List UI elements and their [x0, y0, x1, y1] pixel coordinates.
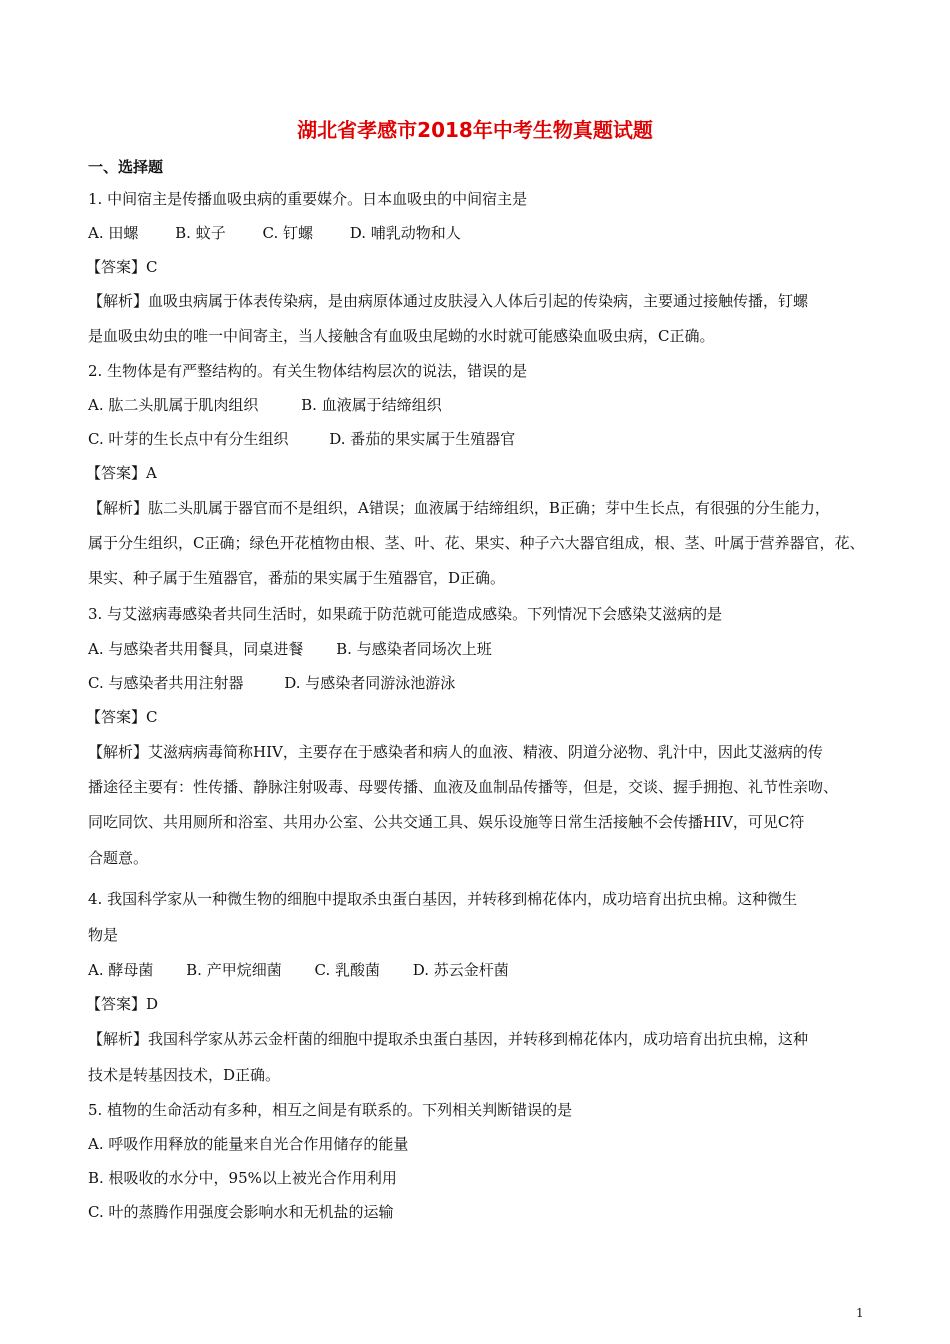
q4-explanation-line: 技术是转基因技术，D正确。 — [88, 1066, 281, 1084]
q4-option-c: C. 乳酸菌 — [314, 961, 380, 979]
q3-option-d: D. 与感染者同游泳池游泳 — [284, 674, 456, 692]
q2-answer: 【答案】A — [86, 464, 157, 482]
q4-explanation-line: 【解析】我国科学家从苏云金杆菌的细胞中提取杀虫蛋白基因，并转移到棉花体内，成功培育出抗虫棉，这种 — [88, 1030, 809, 1048]
q3-explanation-line: 播途径主要有：性传播、静脉注射吸毒、母婴传播、血液及血制品传播等，但是，交谈、握手拥抱、礼节性亲吻、 — [88, 778, 839, 796]
q4-stem-continued: 物是 — [88, 926, 119, 944]
q4-option-a: A. 酵母菌 — [88, 961, 154, 979]
q1-explanation-line: 【解析】血吸虫病属于体表传染病，是由病原体通过皮肤浸入人体后引起的传染病，主要通过接触传播，钉螺 — [88, 292, 809, 310]
page-title: 湖北省孝感市2018年中考生物真题试题 — [297, 118, 653, 142]
q3-stem: 3. 与艾滋病毒感染者共同生活时，如果疏于防范就可能造成感染。下列情况下会感染艾滋病的是 — [88, 605, 723, 623]
q3-option-c: C. 与感染者共用注射器 — [88, 674, 244, 692]
q2-explanation-line: 【解析】肱二头肌属于器官而不是组织，A错误；血液属于结缔组织，B正确；芽中生长点，有很强的分生能力， — [88, 499, 830, 517]
q2-option-d: D. 番茄的果实属于生殖器官 — [329, 430, 516, 448]
section-heading: 一、选择题 — [88, 158, 164, 176]
q2-option-c: C. 叶芽的生长点中有分生组织 — [88, 430, 289, 448]
q2-option-b: B. 血液属于结缔组织 — [301, 396, 442, 414]
q1-answer: 【答案】C — [86, 258, 158, 276]
q3-explanation-line: 同吃同饮、共用厕所和浴室、共用办公室、公共交通工具、娱乐设施等日常生活接触不会传播HIV，可见C符 — [88, 813, 805, 831]
q1-explanation-line: 是血吸虫幼虫的唯一中间寄主，当人接触含有血吸虫尾蚴的水时就可能感染血吸虫病，C正确。 — [88, 327, 715, 345]
q4-option-b: B. 产甲烷细菌 — [186, 961, 282, 979]
q4-options — [88, 959, 509, 980]
q1-options — [88, 222, 461, 243]
q2-option-a: A. 肱二头肌属于肌肉组织 — [88, 396, 259, 414]
q2-options-row — [88, 394, 442, 415]
q3-options-row — [88, 638, 492, 659]
q5-option-b: B. 根吸收的水分中，95%以上被光合作用利用 — [88, 1169, 397, 1187]
q1-stem: 1. 中间宿主是传播血吸虫病的重要媒介。日本血吸虫的中间宿主是 — [88, 190, 528, 208]
q2-stem: 2. 生物体是有严整结构的。有关生物体结构层次的说法，错误的是 — [88, 362, 528, 380]
q1-option-d: D. 哺乳动物和人 — [349, 224, 461, 242]
q4-option-d: D. 苏云金杆菌 — [412, 961, 509, 979]
q4-answer: 【答案】D — [86, 995, 159, 1013]
q2-explanation-line: 属于分生组织，C正确；绿色开花植物由根、茎、叶、花、果实、种子六大器官组成，根、茎、叶属于营养器官，花、 — [88, 534, 865, 552]
q3-answer: 【答案】C — [86, 708, 158, 726]
q3-explanation-line: 合题意。 — [88, 849, 149, 867]
q1-option-c: C. 钉螺 — [262, 224, 313, 242]
q1-option-a: A. 田螺 — [88, 224, 139, 242]
q3-option-b: B. 与感染者同场次上班 — [336, 640, 492, 658]
q4-stem: 4. 我国科学家从一种微生物的细胞中提取杀虫蛋白基因，并转移到棉花体内，成功培育出抗虫棉。这种微生 — [88, 890, 798, 908]
q2-options-row — [88, 428, 515, 449]
q5-option-c: C. 叶的蒸腾作用强度会影响水和无机盐的运输 — [88, 1203, 394, 1221]
q2-explanation-line: 果实、种子属于生殖器官，番茄的果实属于生殖器官，D正确。 — [88, 569, 506, 587]
q1-option-b: B. 蚊子 — [175, 224, 226, 242]
q3-option-a: A. 与感染者共用餐具，同桌进餐 — [88, 640, 304, 658]
q5-option-a: A. 呼吸作用释放的能量来自光合作用储存的能量 — [88, 1135, 409, 1153]
q5-stem: 5. 植物的生命活动有多种，相互之间是有联系的。下列相关判断错误的是 — [88, 1101, 573, 1119]
q3-options-row — [88, 672, 455, 693]
page-number: 1 — [856, 1306, 864, 1320]
q3-explanation-line: 【解析】艾滋病病毒简称HIV，主要存在于感染者和病人的血液、精液、阴道分泌物、乳汁中，因此艾滋病的传 — [88, 743, 823, 761]
